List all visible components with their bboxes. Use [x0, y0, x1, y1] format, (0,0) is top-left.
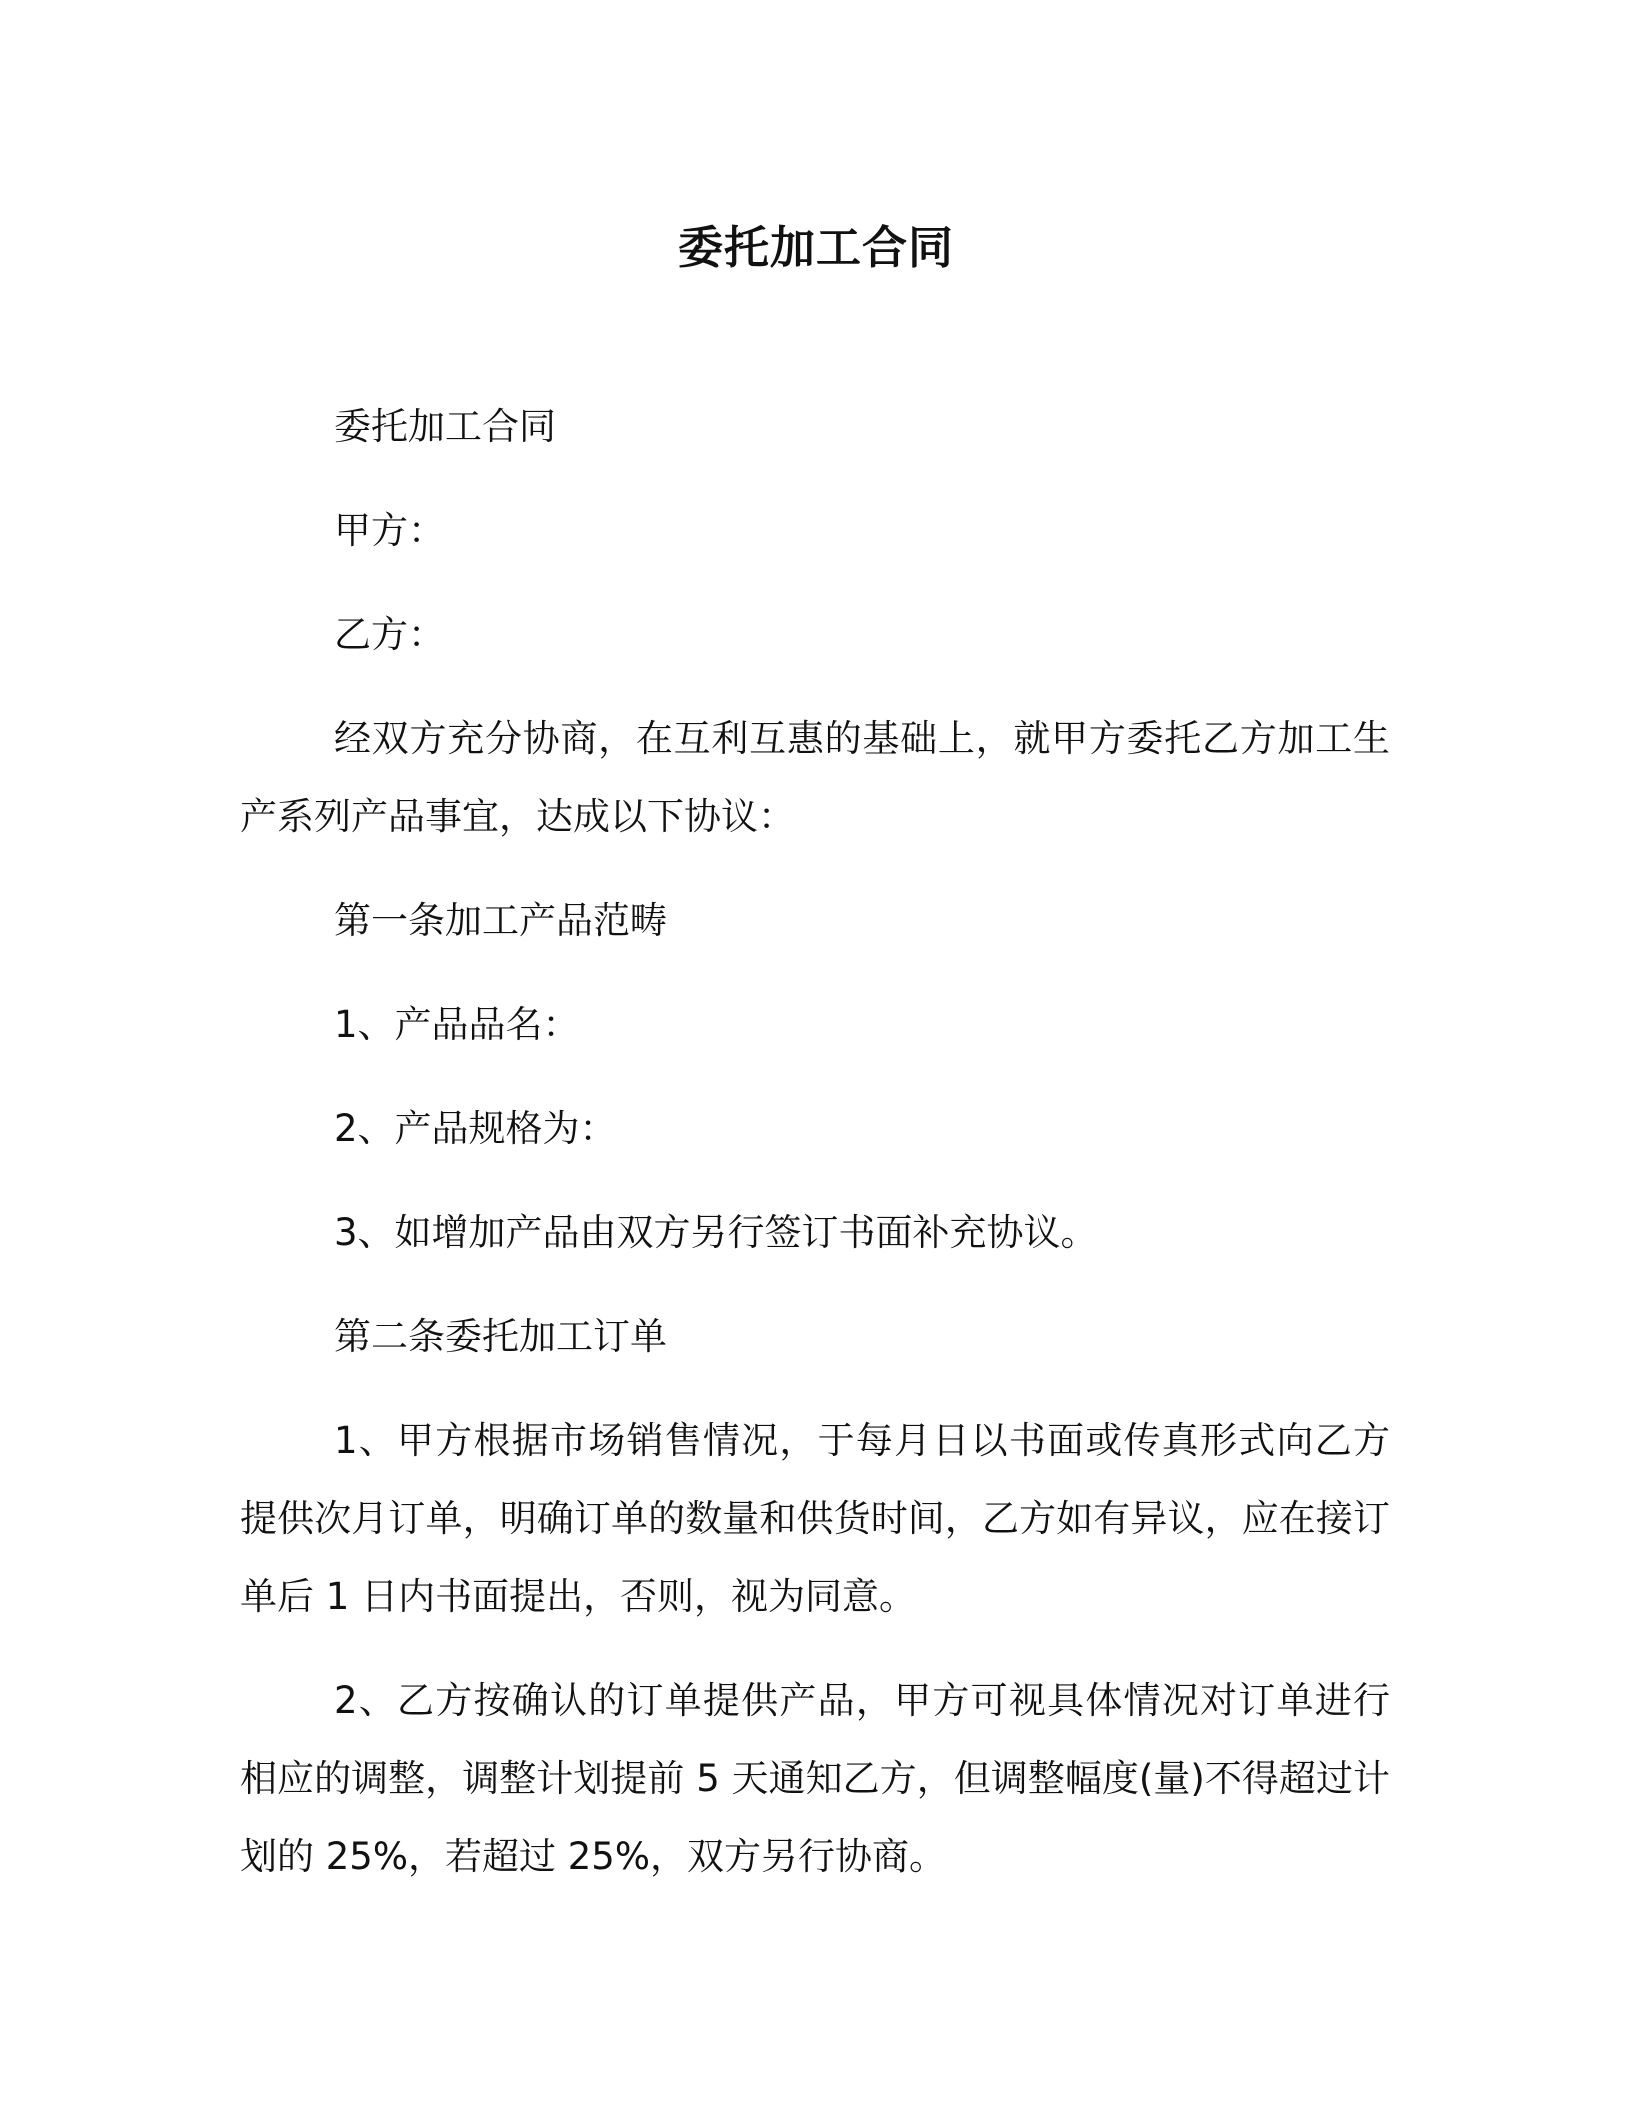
- party-a-line: 甲方：: [334, 509, 445, 552]
- document-title: 委托加工合同: [677, 221, 954, 274]
- article-2-item-2: 2、乙方按确认的订单提供产品，甲方可视具体情况对订单进行相应的调整，调整计划提前 5 天通知乙方，但调整幅度(量)不得超过计划的 25%，若超过 25%，双方另行协商。: [240, 1679, 1390, 1878]
- article-1-heading: 第一条加工产品范畴: [334, 899, 667, 942]
- contract-heading: 委托加工合同: [334, 405, 556, 448]
- article-1-item-1: 1、产品品名：: [334, 1003, 580, 1046]
- party-b-line: 乙方：: [334, 613, 445, 656]
- article-1-item-3: 3、如增加产品由双方另行签订书面补充协议。: [334, 1211, 1098, 1254]
- document-body: [240, 388, 1390, 1922]
- article-1-item-2: 2、产品规格为：: [334, 1107, 617, 1150]
- article-2-item-1: 1、甲方根据市场销售情况，于每月日以书面或传真形式向乙方提供次月订单，明确订单的数量和供货时间，乙方如有异议，应在接订单后 1 日内书面提出，否则，视为同意。: [240, 1419, 1390, 1618]
- article-2-heading: 第二条委托加工订单: [334, 1315, 667, 1358]
- preamble-paragraph: 经双方充分协商，在互利互惠的基础上，就甲方委托乙方加工生产系列产品事宜，达成以下协议：: [240, 717, 1390, 838]
